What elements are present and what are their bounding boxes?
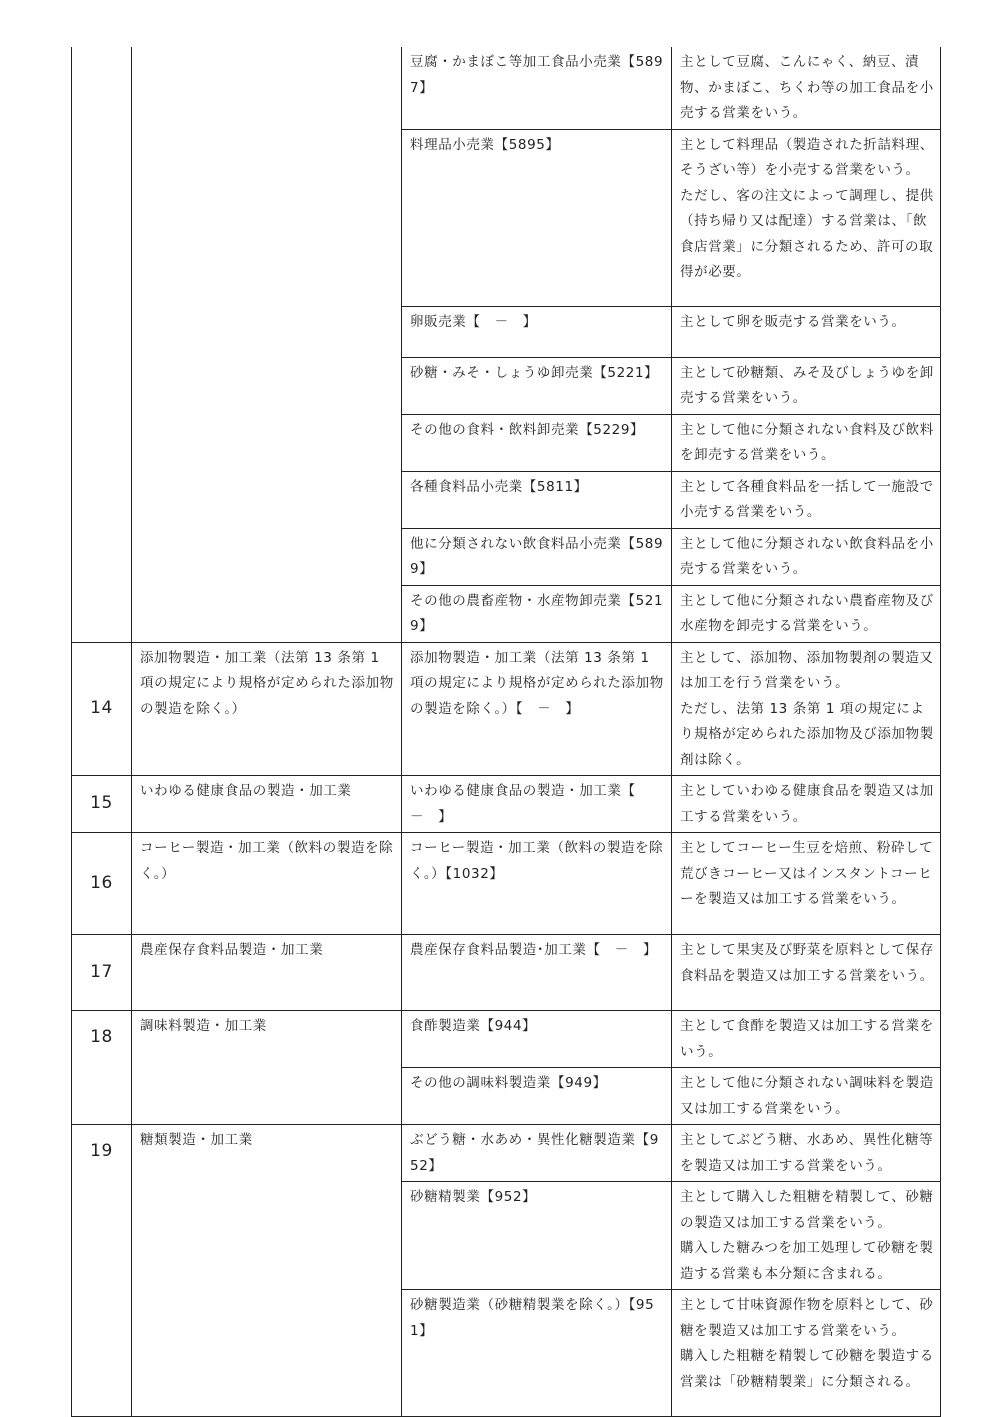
- row-number: 17: [72, 935, 132, 1011]
- business-name: 卵販売業【 － 】: [402, 306, 672, 357]
- business-name: 砂糖精製業【952】: [402, 1182, 672, 1290]
- table-row: [72, 776, 941, 833]
- business-description: 主としてコーヒー生豆を焙煎、粉砕して荒びきコーヒー又はインスタントコーヒーを製造又は加工する営業をいう。: [672, 833, 941, 935]
- business-name: 他に分類されない飲食料品小売業【5899】: [402, 528, 672, 585]
- table-row: [72, 833, 941, 935]
- business-description: 主として、添加物、添加物製剤の製造又は加工を行う営業をいう。 ただし、法第 13 条第 1 項の規定により規格が定められた添加物及び添加物製剤は除く。: [672, 642, 941, 776]
- business-name: 食酢製造業【944】: [402, 1011, 672, 1068]
- business-name: その他の農畜産物・水産物卸売業【5219】: [402, 585, 672, 642]
- business-description: 主として果実及び野菜を原料として保存食料品を製造又は加工する営業をいう。: [672, 935, 941, 1011]
- business-description: 主として各種食料品を一括して一施設で小売する営業をいう。: [672, 471, 941, 528]
- table-row: [72, 642, 941, 776]
- business-description: 主として他に分類されない農畜産物及び水産物を卸売する営業をいう。: [672, 585, 941, 642]
- category-name: 農産保存食料品製造・加工業: [132, 935, 402, 1011]
- business-name: 砂糖製造業（砂糖精製業を除く。）【951】: [402, 1290, 672, 1417]
- row-number: 15: [72, 776, 132, 833]
- business-name: 各種食料品小売業【5811】: [402, 471, 672, 528]
- business-name: 砂糖・みそ・しょうゆ卸売業【5221】: [402, 357, 672, 414]
- table-row: [72, 47, 941, 129]
- business-name: いわゆる健康食品の製造・加工業【 － 】: [402, 776, 672, 833]
- business-description: 主として他に分類されない調味料を製造又は加工する営業をいう。: [672, 1068, 941, 1125]
- business-name: 農産保存食料品製造･加工業【 － 】: [402, 935, 672, 1011]
- business-description: 主としてぶどう糖、水あめ、異性化糖等を製造又は加工する営業をいう。: [672, 1125, 941, 1182]
- number-cell: [72, 47, 132, 642]
- business-description: 主として他に分類されない食料及び飲料を卸売する営業をいう。: [672, 414, 941, 471]
- business-name: 豆腐・かまぼこ等加工食品小売業【5897】: [402, 47, 672, 129]
- category-name: 調味料製造・加工業: [132, 1011, 402, 1125]
- business-description: 主として豆腐、こんにゃく、納豆、漬物、かまぼこ、ちくわ等の加工食品を小売する営業をいう。: [672, 47, 941, 129]
- table-row: [72, 935, 941, 1011]
- category-name: コーヒー製造・加工業（飲料の製造を除く。）: [132, 833, 402, 935]
- business-name: ぶどう糖・水あめ・異性化糖製造業【952】: [402, 1125, 672, 1182]
- business-description: 主として卵を販売する営業をいう。: [672, 306, 941, 357]
- business-description: 主として他に分類されない飲食料品を小売する営業をいう。: [672, 528, 941, 585]
- business-description: 主として食酢を製造又は加工する営業をいう。: [672, 1011, 941, 1068]
- business-name: 添加物製造・加工業（法第 13 条第 1 項の規定により規格が定められた添加物の製造を除く。）【 － 】: [402, 642, 672, 776]
- business-description: 主としていわゆる健康食品を製造又は加工する営業をいう。: [672, 776, 941, 833]
- row-number: 18: [72, 1011, 132, 1125]
- business-description: 主として購入した粗糖を精製して、砂糖の製造又は加工する営業をいう。 購入した糖みつを加工処理して砂糖を製造する営業も本分類に含まれる。: [672, 1182, 941, 1290]
- business-name: コーヒー製造・加工業（飲料の製造を除く。）【1032】: [402, 833, 672, 935]
- business-name: その他の食料・飲料卸売業【5229】: [402, 414, 672, 471]
- business-name: 料理品小売業【5895】: [402, 129, 672, 306]
- business-classification-table: [71, 47, 941, 1417]
- category-name: いわゆる健康食品の製造・加工業: [132, 776, 402, 833]
- business-description: 主として砂糖類、みそ及びしょうゆを卸売する営業をいう。: [672, 357, 941, 414]
- row-number: 14: [72, 642, 132, 776]
- table-row: [72, 1125, 941, 1182]
- category-cell: [132, 47, 402, 642]
- row-number: 16: [72, 833, 132, 935]
- row-number: 19: [72, 1125, 132, 1417]
- category-name: 添加物製造・加工業（法第 13 条第 1 項の規定により規格が定められた添加物の製造を除く。）: [132, 642, 402, 776]
- business-description: 主として甘味資源作物を原料として、砂糖を製造又は加工する営業をいう。 購入した粗糖を精製して砂糖を製造する営業は「砂糖精製業」に分類される。: [672, 1290, 941, 1417]
- category-name: 糖類製造・加工業: [132, 1125, 402, 1417]
- business-description: 主として料理品（製造された折詰料理、そうざい等）を小売する営業をいう。 ただし、客の注文によって調理し、提供（持ち帰り又は配達）する営業は、「飲食店営業」に分類されるため、許可の取得が必要。: [672, 129, 941, 306]
- business-name: その他の調味料製造業【949】: [402, 1068, 672, 1125]
- table-row: [72, 1011, 941, 1068]
